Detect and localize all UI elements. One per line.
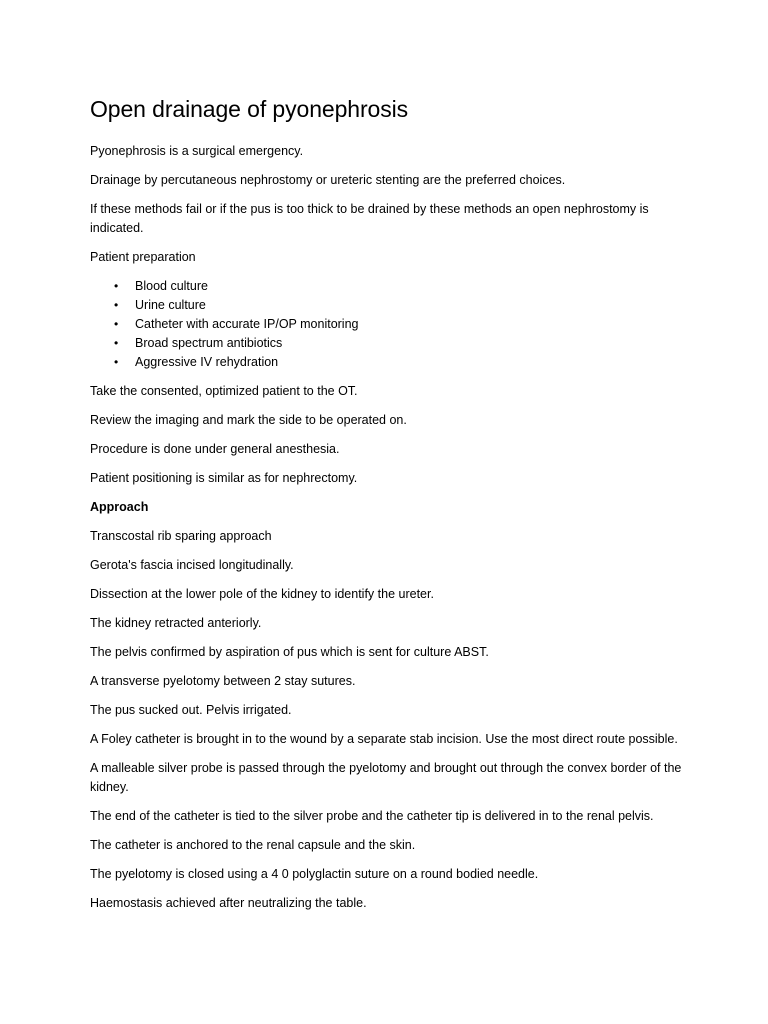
approach-step: Gerota's fascia incised longitudinally. — [90, 558, 294, 572]
list-item-text: Broad spectrum antibiotics — [135, 336, 283, 350]
procedure-paragraph: Procedure is done under general anesthesia. — [90, 442, 340, 456]
approach-step: A transverse pyelotomy between 2 stay sutures. — [90, 674, 356, 688]
list-item-text: Catheter with accurate IP/OP monitoring — [135, 317, 359, 331]
approach-heading: Approach — [90, 500, 149, 514]
approach-step: The pus sucked out. Pelvis irrigated. — [90, 703, 292, 717]
approach-step: The pyelotomy is closed using a 4 0 polyglactin suture on a round bodied needle. — [90, 867, 539, 881]
approach-step: The catheter is anchored to the renal capsule and the skin. — [90, 838, 416, 852]
approach-step: The end of the catheter is tied to the silver probe and the catheter tip is delivered in to the renal pelvis. — [90, 809, 654, 823]
bullet-icon: • — [114, 336, 119, 350]
document-title: Open drainage of pyonephrosis — [90, 96, 409, 122]
bullet-icon: • — [114, 298, 119, 312]
procedure-paragraph: Review the imaging and mark the side to be operated on. — [90, 413, 407, 427]
intro-paragraph: If these methods fail or if the pus is too thick to be drained by these methods an open nephrostomy is indicated. — [90, 202, 649, 235]
bullet-icon: • — [114, 355, 119, 369]
list-item — [90, 353, 690, 372]
approach-step: The kidney retracted anteriorly. — [90, 616, 262, 630]
approach-step: Haemostasis achieved after neutralizing the table. — [90, 896, 367, 910]
intro-paragraph: Pyonephrosis is a surgical emergency. — [90, 144, 304, 158]
preparation-heading: Patient preparation — [90, 250, 196, 264]
approach-step: A malleable silver probe is passed through the pyelotomy and brought out through the convex border of the kidney. — [90, 761, 682, 794]
intro-paragraph: Drainage by percutaneous nephrostomy or ureteric stenting are the preferred choices. — [90, 173, 566, 187]
procedure-paragraph: Patient positioning is similar as for nephrectomy. — [90, 471, 358, 485]
preparation-list — [90, 277, 690, 372]
list-item-text: Aggressive IV rehydration — [135, 355, 279, 369]
list-item — [90, 296, 690, 315]
list-item — [90, 315, 690, 334]
bullet-icon: • — [114, 279, 119, 293]
approach-step: Transcostal rib sparing approach — [90, 529, 272, 543]
list-item — [90, 277, 690, 296]
procedure-paragraph: Take the consented, optimized patient to the OT. — [90, 384, 358, 398]
approach-step: Dissection at the lower pole of the kidney to identify the ureter. — [90, 587, 434, 601]
list-item — [90, 334, 690, 353]
document-page — [90, 92, 690, 923]
list-item-text: Urine culture — [135, 298, 206, 312]
approach-step: The pelvis confirmed by aspiration of pus which is sent for culture ABST. — [90, 645, 489, 659]
bullet-icon: • — [114, 317, 119, 331]
approach-step: A Foley catheter is brought in to the wound by a separate stab incision. Use the most direct route possible. — [90, 732, 678, 746]
list-item-text: Blood culture — [135, 279, 208, 293]
